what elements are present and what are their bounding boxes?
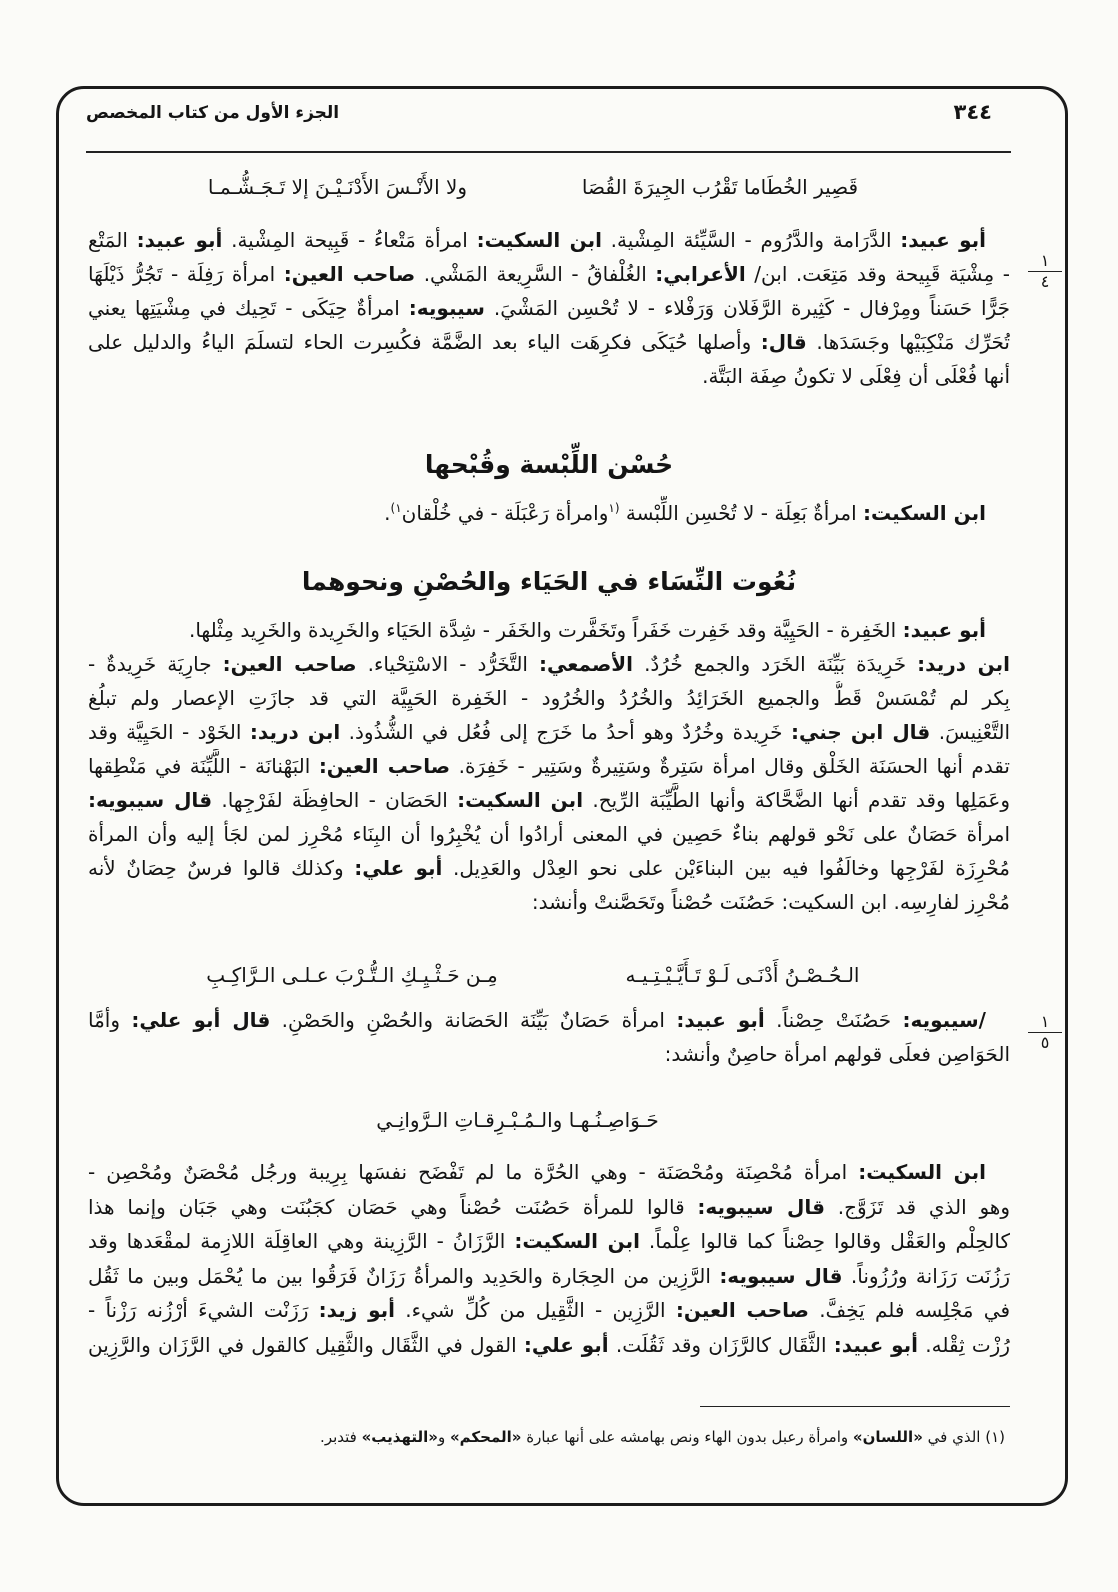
text-run: تقدم أنها الحسَنَة الخَلْق وقال امرأة سَتِرةٌ وسَتِيرةٌ وسَتِير - خَفِرَة. — [450, 754, 1010, 778]
text-run: مُحْرِز لفارِسِه. ابن السكيت: حَصُنَت حُصْناً وتَحَصَّنتْ وأنشد: — [531, 890, 1010, 914]
paragraph — [88, 223, 1010, 393]
text-line — [205, 1423, 1005, 1451]
margin-mark-num: ١ — [1040, 251, 1050, 270]
page-number: ٣٤٤ — [953, 100, 992, 124]
bold-run: سيبويه: — [408, 296, 485, 320]
text-line — [88, 1328, 1010, 1363]
text-run: الرَّزِين - الثَّقِيل من كُلِّ شيء. — [395, 1298, 676, 1323]
bold-run: أبو عبيد: — [676, 1008, 765, 1032]
text-run: امرأة حَصَانٌ على نَحْو قولهم بناءٌ حَصِين في المعنى أرادُوا أن يُخْبِرُوا أن البِنَاء مُحْرِز لمن لجَأ إليه وأن المرأة — [88, 822, 1010, 846]
bold-run: أبو عبيد: — [902, 618, 986, 642]
bold-run: قال أبو علي: — [131, 1008, 271, 1032]
running-title: الجزء الأول من كتاب المخصص — [86, 103, 340, 123]
text-run: القول في الثَّقَال والثَّقِيل كالقول في الرَّزَان والرَّزِين — [88, 1332, 524, 1357]
bold-run: أبو عبيد: — [136, 228, 223, 252]
text-run: البَهْنانَة - اللَّيِّنَة في مَنْطِقها — [88, 754, 319, 778]
bold-run: ابن السكيت: — [862, 501, 986, 525]
paragraph — [88, 1155, 1010, 1363]
text-run: التَّعْنِيسَ. — [930, 720, 1010, 744]
bold-run: صاحب العين: — [222, 652, 357, 676]
text-run: وكذلك قالوا فرسٌ حِصَانٌ لأنه — [88, 856, 355, 880]
section-heading: حُسْن اللِّبْسة وقُبْحها — [424, 450, 674, 479]
bold-run: ابن السكيت: — [457, 788, 584, 812]
text-line — [88, 1155, 1010, 1190]
text-run: الخَفِرة - الحَيِيَّة وقد خَفِرت خَفَراً وتَخَفَّرت والخَفَر - شِدَّة الحَيَاء والخَرِيدة والخَرِيد مِثْلها. — [188, 618, 903, 642]
bold-run: ابن السكيت: — [514, 1229, 640, 1254]
text-run: رَزُنَت رَزَانة ورُزُوناً. — [842, 1263, 1010, 1288]
text-line — [88, 325, 1010, 359]
margin-mark-den: ٤ — [1040, 272, 1050, 291]
text-run: امرأة مُحْصِنَة ومُحْصَنَة - وهي الحُرَّة ما لم تَفْضَح نفسَها بِرِيبة ورجُل مُحْصَنٌ ومُحْصِن - — [88, 1160, 859, 1184]
text-run: الحَوَاصِن فعلَى قولهم امرأة حاصِنٌ وأنشد: — [664, 1042, 1010, 1066]
text-line — [88, 359, 1010, 393]
header-rule — [86, 151, 1011, 153]
bold-run: قال ابن جني: — [791, 720, 931, 744]
text-run: الخَوْد - الحَيِيَّة وقد — [88, 720, 250, 744]
verse-1-right-hemistich: قَصِير الخُطَاما تَقْرُب الجِيرَةَ القُصَا — [581, 175, 859, 199]
text-line — [88, 817, 1010, 851]
bold-run: ابن السكيت: — [858, 1160, 986, 1184]
text-line — [88, 1259, 1010, 1294]
text-line — [88, 749, 1010, 783]
text-run: جارِيَة خَرِيدةٌ - — [88, 652, 223, 676]
text-run: رُزْت ثِقْله. — [918, 1332, 1010, 1357]
bold-run: «التهذيب» — [361, 1428, 438, 1446]
text-run: خَرِيدَة بَيِّنَة الخَرَد والجمع خُرُدٌ. — [633, 652, 918, 676]
text-run: في مَجْلِسه فلم يَخِفَّ. — [808, 1298, 1010, 1323]
footnote-ref: ١) — [390, 501, 402, 515]
text-run: الرَّزَانُ - الرَّزِينة وهي العاقِلَة اللازِمة لمقْعَدها وقد — [88, 1229, 515, 1254]
bold-run: الأعرابي: — [655, 262, 746, 286]
bold-run: «المحكم» — [449, 1428, 522, 1446]
paragraph — [88, 496, 1010, 530]
bold-run: قال سيبويه: — [719, 1263, 843, 1288]
text-run: رَزَنْت الشيءَ أرْزُنه رَزْناً - — [88, 1298, 319, 1323]
text-line — [88, 1293, 1010, 1328]
bold-run: /سيبويه: — [902, 1008, 986, 1032]
text-line — [88, 885, 1010, 919]
bold-run: صاحب العين: — [318, 754, 451, 778]
text-line — [88, 291, 1010, 325]
text-run: وهو الذي قد تَزَوَّج. — [824, 1194, 1010, 1219]
bold-run: أبو علي: — [523, 1332, 609, 1357]
text-line — [88, 1037, 1010, 1071]
text-line — [88, 223, 1010, 257]
bold-run: قال سيبويه: — [88, 788, 213, 812]
margin-mark-num: ١ — [1040, 1012, 1050, 1031]
footnote — [205, 1423, 1005, 1451]
bold-run: قال: — [760, 330, 807, 354]
text-run: الثَّقَال كالرَّزَان وقد ثَقُلَت. — [608, 1332, 834, 1357]
bold-run: ابن دريد: — [249, 720, 341, 744]
margin-mark-den: ٥ — [1040, 1033, 1050, 1052]
bold-run: صاحب العين: — [675, 1298, 809, 1323]
text-run: قالوا للمرأة حَصُنَت حُصْناً وهي حَصَان كجَبُنَت وهي جَبَان وإنما هذا — [88, 1194, 698, 1219]
text-run: - مِشْيَة قَبِيحة وقد مَتِعَت. ابن/ — [745, 262, 1010, 286]
bold-run: أبو عبيد: — [833, 1332, 919, 1357]
text-run: . — [384, 501, 391, 525]
text-run: خَرِيدة وخُرُدٌ وهو أحدُ ما خَرَج إلى فُعُل في الشُّذُوذ. — [340, 720, 792, 744]
text-run: (١) الذي في — [922, 1428, 1005, 1446]
text-run: المَتْع — [88, 228, 137, 252]
bold-run: أبو زيد: — [318, 1298, 396, 1323]
bold-run: الأصمعي: — [539, 652, 634, 676]
text-line — [88, 647, 1010, 681]
text-run: وأمَّا — [88, 1008, 132, 1032]
text-run: بِكر لم تُمْسَسْ قَطُّ والجميع الخَرَائِدُ والخُرُدُ والخُرُود - الخَفِرة الحَيِيَّة التي قد جازَتِ الإعصار ولم تبلُغ — [88, 686, 1010, 710]
text-run: وامرأة رعبل بدون الهاء ونص بهامشه على أنها عبارة — [521, 1428, 853, 1446]
text-line — [88, 613, 1010, 647]
footnote-ref: (١ — [608, 501, 620, 515]
text-run: مُحْرِزَة لفَرْجِها وخالَفُوا فيه بين البناءَيْن على نحو العِدْل والعَدِيل. — [442, 856, 1010, 880]
text-run: حَصُنَتْ حِصْناً. — [764, 1008, 903, 1032]
bold-run: أبو علي: — [354, 856, 443, 880]
text-line — [88, 257, 1010, 291]
text-line — [88, 681, 1010, 715]
bold-run: أبو عبيد: — [900, 228, 987, 252]
text-run: و — [437, 1428, 450, 1446]
text-run: أنها فُعْلَى أن فِعْلَى لا تكونُ صِفَة البَتَّة. — [702, 364, 1010, 388]
text-line — [88, 496, 1010, 530]
text-run: كالحِلْم والعَقْل وقالوا حِصْناً كما قالوا عِلْماً. — [639, 1229, 1010, 1254]
verse-2-left-hemistich: مِـن حَـثْـيِـكِ الـتُّـرْبَ عـلـى الـرَّاكِـبِ — [206, 963, 498, 987]
text-run: امرأةٌ بَعِلَة - لا تُحْسِن اللِّبْسة — [619, 501, 863, 525]
text-run: امرأة مَتْعاءُ - قَبِيحة المِشْية. — [222, 228, 477, 252]
footnote-rule — [700, 1406, 1010, 1407]
text-line — [88, 715, 1010, 749]
text-run: وأصلها حُيَكَى فكرِهَت الياء بعد الضَّمَّة فكُسِرت الحاء لتسلَمَ الياءُ والدليل على — [88, 330, 761, 354]
bold-run: ابن دريد: — [917, 652, 1010, 676]
text-run: جَرًّا حَسَناً ومِرْفال - كَثِيرة الرَّفَلان وَرَفْلاء - لا تُحْسِن المَشْيَ. — [484, 296, 1010, 320]
text-run: امرأةٌ حِيَكَى - تَحِيك في مِشْيَتِها يعني — [88, 296, 409, 320]
text-line — [88, 783, 1010, 817]
text-run: فتدبر. — [320, 1428, 362, 1446]
text-run: امرأة رَفِلَة - تَجُرُّ ذَيْلَهَا — [88, 262, 284, 286]
text-line — [88, 1003, 1010, 1037]
paragraph — [88, 613, 1010, 919]
verse-3-hemistich: حَـوَاصِـنُـهـا والـمُـبْـرِقـاتِ الـرَّوانِـي — [376, 1108, 659, 1132]
text-run: الرَّزِين من الحِجَارة والحَدِيد والمرأةُ رَزَانٌ فَرَقُوا بين ما يُحْمَل وبين ما ثَقُل — [88, 1263, 720, 1288]
text-run: وامرأة رَعْبَلَة - في خُلْقان — [401, 501, 609, 525]
text-run: التَّخَرُّد - الاسْتِحْياء. — [356, 652, 540, 676]
text-run: امرأة حَصَانٌ بَيِّنَة الحَصَانة والحُصْنِ والحَصْنِ. — [270, 1008, 677, 1032]
text-run: الغُلْفاقُ - السَّرِيعة المَشْي. — [415, 262, 656, 286]
margin-mark — [1028, 252, 1062, 291]
text-run: وعَمَلِها وقد تقدم أنها الضَّحَّاكة وأنها الطَّيِّبَة الرِّيح. — [583, 788, 1010, 812]
verse-2-right-hemistich: الـحُـصْـنُ أَدْنَـى لَـوْ تَـأَيَّـيْـتِـيـه — [625, 963, 860, 987]
verse-1-left-hemistich: ولا الأَنْـسَ الأَدْنَـيْـنَ إلا تَـجَـشُّـمـا — [207, 175, 468, 199]
paragraph — [88, 1003, 1010, 1071]
margin-mark — [1028, 1013, 1062, 1052]
section-heading: نُعُوت النِّسَاء في الحَيَاء والحُصْنِ ونحوهما — [301, 567, 797, 596]
bold-run: قال سيبويه: — [697, 1194, 825, 1219]
text-run: الدَّرَامة والدَّرُوم - السَّيِّئة المِشْية. — [601, 228, 901, 252]
bold-run: «اللسان» — [852, 1428, 923, 1446]
text-line — [88, 1224, 1010, 1259]
bold-run: صاحب العين: — [283, 262, 416, 286]
text-run: الحَصَان - الحافِظَة لفَرْجِها. — [212, 788, 458, 812]
text-line — [88, 851, 1010, 885]
text-line — [88, 1190, 1010, 1225]
bold-run: ابن السكيت: — [476, 228, 602, 252]
text-run: تُحَرِّك مَنْكِبَيْها وجَسَدَها. — [806, 330, 1010, 354]
